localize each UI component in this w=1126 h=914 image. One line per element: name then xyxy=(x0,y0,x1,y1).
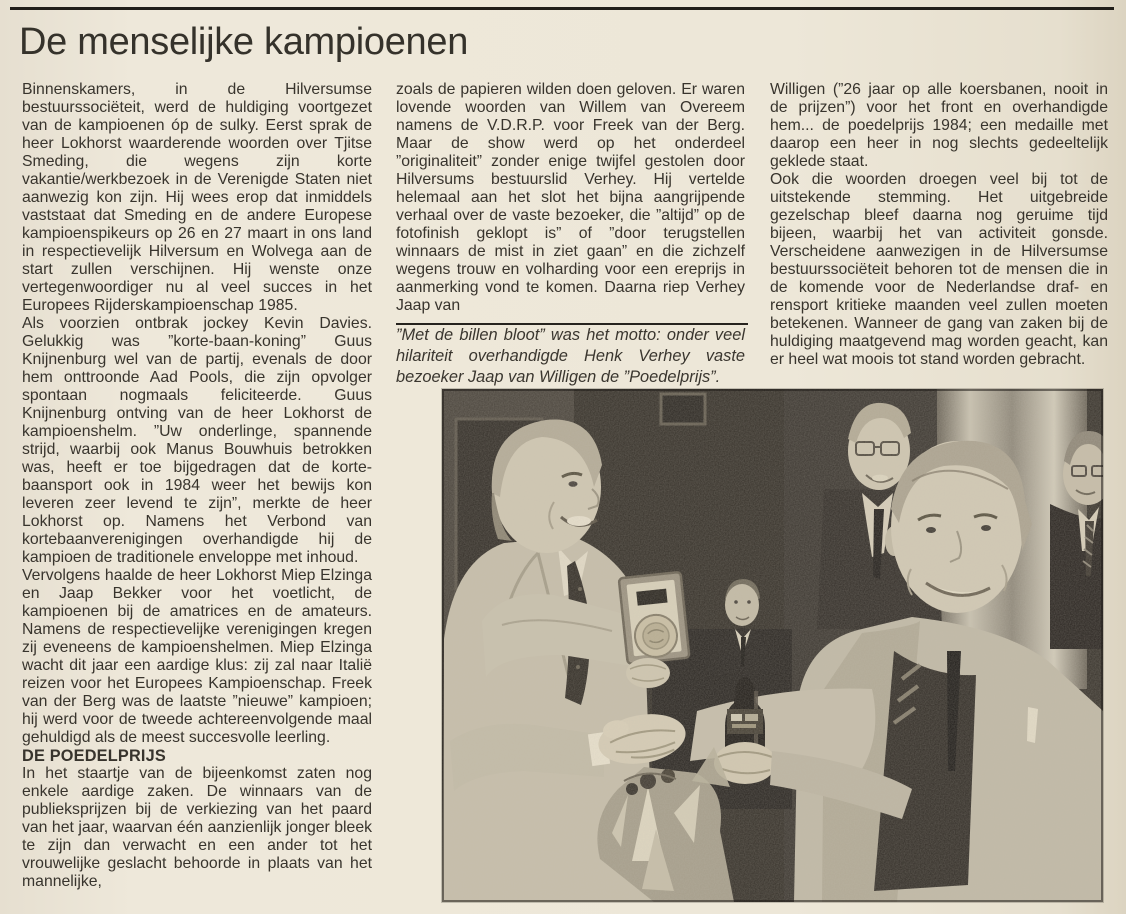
headline: De menselijke kampioenen xyxy=(19,21,469,63)
paragraph: zoals de papieren wilden doen geloven. Er waren lovende woorden van Willem van Overeem namens de V.D.R.P. voor Freek van der Berg. Maar de show werd op het onderdeel ”originaliteit” zonder enige twijfel gestolen door Hilversums bestuurslid Verhey. Hij vertelde helemaal aan het slot het bijna aangrijpende verhaal over de vaste bezoeker, die ”altijd” op de fotofinish geklopt is” of ”door terugstellen winnaars de mist in ziet gaan” en die zichzelf wegens trouw en volharding voor een ereprijs in aanmerking vond te komen. Daarna riep Verhey Jaap van xyxy=(396,81,745,314)
section-subheading: DE POEDELPRIJS xyxy=(22,747,166,765)
paragraph: Ook die woorden droegen veel bij tot de uitstekende stemming. Het uitgebreide gezelschap bleef daarna nog geruime tijd bijeen, waarbij het van activiteit gonsde. Verscheidene aanwezigen in de Hilversumse bestuurssociëteit behoren tot de mensen die in de komende voor de Nederlandse draf- en rensport kritieke maanden veel zullen moeten betekenen. Wanneer de gang van zaken bij de huldiging maatgevend mag worden geacht, kan er heel wat moois tot stand worden gebracht. xyxy=(770,171,1108,368)
column-3 xyxy=(770,81,1108,369)
paragraph: Willigen (”26 jaar op alle koersbanen, nooit in de prijzen”) voor het front en overhandigde hem... de poedelprijs 1984; een medaille met daarop een heer in nog slechts gedeeltelijk geklede staat. xyxy=(770,81,1108,170)
news-photo-container xyxy=(442,389,1103,902)
paragraph: Binnenskamers, in de Hilversumse bestuurssociëteit, werd de huldiging voortgezet van de kampioenen óp de sulky. Eerst sprak de heer Lokhorst waarderende woorden over Tjitse Smeding, die wegens zijn korte vakantie/werkbezoek in de Verenigde Staten niet aanwezig kon zijn. Hij wees erop dat inmiddels vaststaat dat Smeding en de andere Europese kampioenspikeurs op 26 en 27 maart in ons land in respectievelijk Hilversum en Wolvega aan de start zullen verschijnen. Hij wenste onze vertegenwoordiger nu al veel succes in het Europees Rijderskampioenschap 1985. xyxy=(22,81,372,314)
news-photo xyxy=(442,389,1103,902)
paragraph: In het staartje van de bijeenkomst zaten nog enkele aardige zaken. De winnaars van de publieksprijzen bij de verkiezing van het paard van het jaar, waarvan één aanzienlijk jonger bleek te zijn dan verwacht en een ander tot het vrouwelijke geslacht behoorde in plaats van het mannelijke, xyxy=(22,765,372,890)
top-rule xyxy=(10,7,1114,10)
paragraph: Vervolgens haalde de heer Lokhorst Miep Elzinga en Jaap Bekker voor het voetlicht, de kampioenen bij de amatrices en de amateurs. Namens de respectievelijke verenigingen kregen zij eveneens de kampioenshelmen. Miep Elzinga wacht dit jaar een aardige klus: zij zal naar Italië reizen voor het Europees Kampioenschap. Freek van der Berg was de laatste ”nieuwe” kampioen; hij werd voor de tweede achtereenvolgende maal gehuldigd als de meest succesvolle leerling. xyxy=(22,567,372,746)
photo-grain xyxy=(442,389,1103,902)
photo-caption: ”Met de billen bloot” was het motto: onder veel hilariteit overhandigde Henk Verhey vaste bezoeker Jaap van Willigen de ”Poedelprijs”. xyxy=(396,326,745,386)
paragraph: Als voorzien ontbrak jockey Kevin Davies. Gelukkig was ”korte-baan-koning” Guus Knijnenburg wel van de partij, evenals de door hem onttroonde Aad Pools, die zijn opvolger spontaan nogmaals feliciteerde. Guus Knijnenburg ontving van de heer Lokhorst de kampioenshelm. ”Uw onderlinge, spannende strijd, waarbij ook Manus Bouwhuis betrokken was, heeft er toe bijgedragen dat de korte-baansport ook in 1984 weer het bewijs kon leveren zeer levend te zijn”, merkte de heer Lokhorst op. Namens het Verbond van kortebaanverenigingen overhandigde hij de kampioen de traditionele enveloppe met inhoud. xyxy=(22,315,372,566)
column-1 xyxy=(22,81,372,891)
column-2 xyxy=(396,81,745,388)
